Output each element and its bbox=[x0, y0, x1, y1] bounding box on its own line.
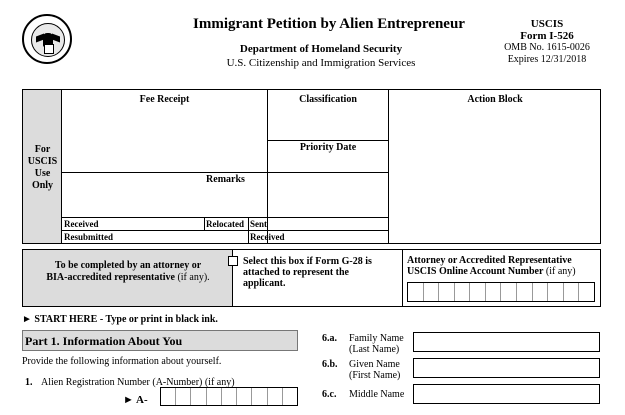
attorney-instruction-line: To be completed by an attorney or bbox=[54, 260, 202, 271]
a-prefix-text: A- bbox=[136, 394, 148, 406]
attorney-instructions bbox=[23, 250, 233, 306]
g28-label-line: Select this box if Form G-28 is bbox=[243, 256, 372, 267]
a-number-label: Alien Registration Number (A-Number) (if any) bbox=[41, 377, 235, 388]
received2-label: Received bbox=[250, 232, 285, 242]
middle-name-label bbox=[349, 389, 411, 400]
sent-label: Sent bbox=[250, 219, 268, 229]
a-number-input[interactable] bbox=[160, 387, 298, 406]
fee-receipt-label: Fee Receipt bbox=[139, 94, 190, 105]
g28-checkbox-label bbox=[243, 256, 403, 289]
middle-name-input[interactable] bbox=[413, 384, 600, 404]
classification-label: Classification bbox=[299, 94, 357, 105]
g28-attached-checkbox[interactable] bbox=[228, 256, 238, 266]
uscis-use-only-block bbox=[22, 89, 601, 244]
family-name-input[interactable] bbox=[413, 332, 600, 352]
expiration-date: Expires 12/31/2018 bbox=[507, 54, 587, 65]
start-here-text: START HERE - Type or print in black ink. bbox=[34, 314, 218, 325]
form-title: Immigrant Petition by Alien Entrepreneur bbox=[193, 16, 465, 32]
given-name-label bbox=[349, 359, 411, 381]
field-label-line: (Last Name) bbox=[349, 344, 400, 355]
side-label-line: Only bbox=[31, 180, 54, 191]
omb-number: OMB No. 1615-0026 bbox=[504, 42, 590, 53]
resubmitted-label: Resubmitted bbox=[64, 232, 113, 242]
question-number: 1. bbox=[25, 377, 33, 388]
field-label-line: Middle Name bbox=[349, 389, 405, 400]
g28-label-line: applicant. bbox=[243, 278, 286, 289]
priority-date-label: Priority Date bbox=[299, 142, 357, 153]
side-label-line: Use bbox=[34, 168, 51, 179]
form-id-block bbox=[492, 18, 602, 66]
arrow-right-icon: ► bbox=[123, 394, 134, 406]
part1-title: Part 1. Information About You bbox=[25, 334, 183, 348]
family-name-label bbox=[349, 333, 411, 355]
action-block-label: Action Block bbox=[467, 94, 523, 105]
account-label-suffix: (if any) bbox=[545, 266, 576, 277]
side-label-line: For bbox=[34, 144, 51, 155]
agency-code: USCIS bbox=[530, 18, 564, 30]
attorney-instruction-suffix: (if any). bbox=[177, 272, 210, 283]
account-number-label bbox=[407, 255, 600, 277]
seal-eagle-icon bbox=[31, 23, 65, 57]
remarks-label: Remarks bbox=[206, 174, 245, 185]
field-label-line: (First Name) bbox=[349, 370, 401, 381]
part1-header bbox=[22, 330, 298, 351]
account-label-line: USCIS Online Account Number bbox=[407, 266, 544, 277]
account-label-line: Attorney or Accredited Representative bbox=[407, 255, 572, 266]
arrow-right-icon: ► bbox=[22, 314, 32, 325]
g28-label-line: attached to represent the bbox=[243, 267, 349, 278]
attorney-instruction-line: BIA-accredited representative bbox=[46, 272, 175, 283]
relocated-label: Relocated bbox=[206, 219, 244, 229]
question-number: 6.c. bbox=[322, 389, 337, 400]
side-label-line: USCIS bbox=[27, 156, 58, 167]
online-account-number-input[interactable] bbox=[407, 282, 595, 302]
uscis-side-label bbox=[23, 90, 62, 243]
question-number: 6.a. bbox=[322, 333, 337, 344]
a-number-prefix bbox=[123, 394, 159, 406]
given-name-input[interactable] bbox=[413, 358, 600, 378]
field-label-line: Family Name bbox=[349, 333, 404, 344]
question-number: 6.b. bbox=[322, 359, 338, 370]
received-label: Received bbox=[64, 219, 99, 229]
field-label-line: Given Name bbox=[349, 359, 400, 370]
dhs-seal bbox=[22, 14, 72, 64]
agency-name: U.S. Citizenship and Immigration Services bbox=[226, 57, 416, 69]
form-number: Form I-526 bbox=[520, 30, 574, 42]
part1-instruction: Provide the following information about yourself. bbox=[22, 356, 222, 367]
start-here-instruction bbox=[22, 314, 322, 325]
department-name: Department of Homeland Security bbox=[239, 43, 403, 55]
